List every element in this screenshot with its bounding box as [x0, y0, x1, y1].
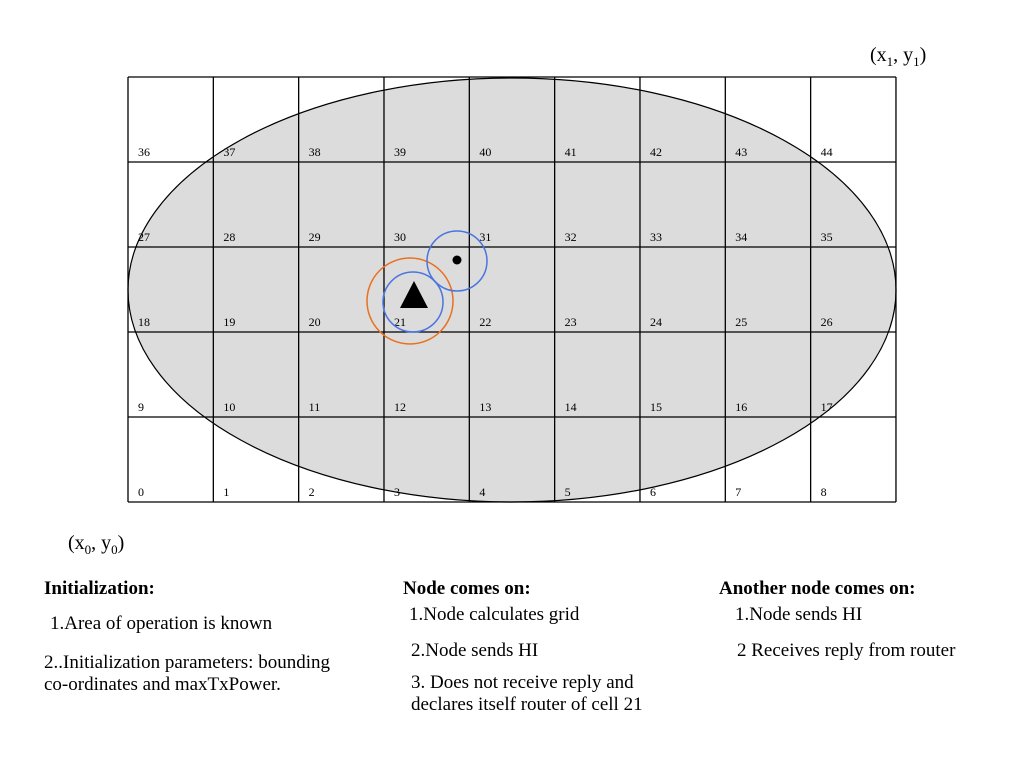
cell-number-label: 6	[649, 485, 656, 499]
step-item: 3. Does not receive reply and declares itself router of cell 21	[411, 672, 643, 715]
cell-number-label: 28	[223, 230, 236, 244]
step-item: 1.Area of operation is known	[50, 613, 273, 634]
cell-number-label: 12	[393, 400, 406, 414]
cell-number-label: 21	[393, 315, 406, 329]
cell-number-label: 37	[223, 145, 236, 159]
cell-number-label: 40	[479, 145, 492, 159]
cell-number-label: 44	[820, 145, 833, 159]
cell-number-label: 7	[735, 485, 742, 499]
area-of-operation-ellipse	[128, 78, 896, 502]
cell-number-label: 11	[308, 400, 321, 414]
cell-number-label: 1	[223, 485, 230, 499]
step-item: 1.Node sends HI	[735, 604, 863, 625]
cell-number-label: 10	[223, 400, 236, 414]
section-title: Another node comes on:	[719, 578, 916, 599]
cell-number-label: 17	[820, 400, 833, 414]
cell-number-label: 5	[564, 485, 571, 499]
cell-number-label: 13	[479, 400, 492, 414]
cell-number-label: 4	[479, 485, 486, 499]
another-node-section	[719, 578, 955, 662]
cell-number-label: 18	[138, 315, 150, 329]
cell-number-label: 31	[479, 230, 492, 244]
step-item: 2.Node sends HI	[411, 640, 539, 661]
cell-number-label: 16	[735, 400, 748, 414]
cell-number-label: 25	[735, 315, 748, 329]
cell-number-label: 19	[223, 315, 236, 329]
cell-number-label: 24	[649, 315, 662, 329]
cell-number-label: 35	[820, 230, 833, 244]
cell-number-label: 15	[649, 400, 662, 414]
cell-number-label: 30	[393, 230, 406, 244]
step-item: 2 Receives reply from router	[737, 640, 956, 661]
cell-number-label: 20	[308, 315, 321, 329]
cell-number-label: 36	[138, 145, 150, 159]
cell-number-label: 26	[820, 315, 833, 329]
cell-number-label: 22	[479, 315, 492, 329]
cell-number-label: 41	[564, 145, 577, 159]
bottom-left-corner-label: ($x_0$, $y_0$)	[68, 532, 125, 557]
cell-number-label: 39	[393, 145, 406, 159]
dot-icon	[453, 256, 462, 265]
cell-number-label: 23	[564, 315, 577, 329]
section-title: Node comes on:	[403, 578, 531, 599]
cell-number-label: 42	[649, 145, 662, 159]
section-title: Initialization:	[44, 578, 155, 599]
cell-number-label: 8	[820, 485, 827, 499]
cell-number-label: 9	[138, 400, 144, 414]
cell-number-label: 0	[138, 485, 144, 499]
cell-number-label: 33	[649, 230, 662, 244]
cell-number-label: 27	[138, 230, 150, 244]
cell-number-label: 38	[308, 145, 321, 159]
cell-number-label: 3	[393, 485, 400, 499]
cell-number-label: 43	[735, 145, 748, 159]
cell-number-label: 14	[564, 400, 577, 414]
cell-number-label: 2	[308, 485, 315, 499]
top-right-corner-label: ($x_1$, $y_1$)	[870, 44, 927, 69]
initialization-section	[44, 578, 330, 696]
step-item: 1.Node calculates grid	[409, 604, 580, 625]
node-comes-on-section	[403, 578, 643, 716]
cell-number-label: 34	[735, 230, 748, 244]
cell-number-label: 29	[308, 230, 321, 244]
step-item: 2..Initialization parameters: bounding co-ordinates and maxTxPower.	[44, 652, 330, 695]
cell-number-label: 32	[564, 230, 577, 244]
